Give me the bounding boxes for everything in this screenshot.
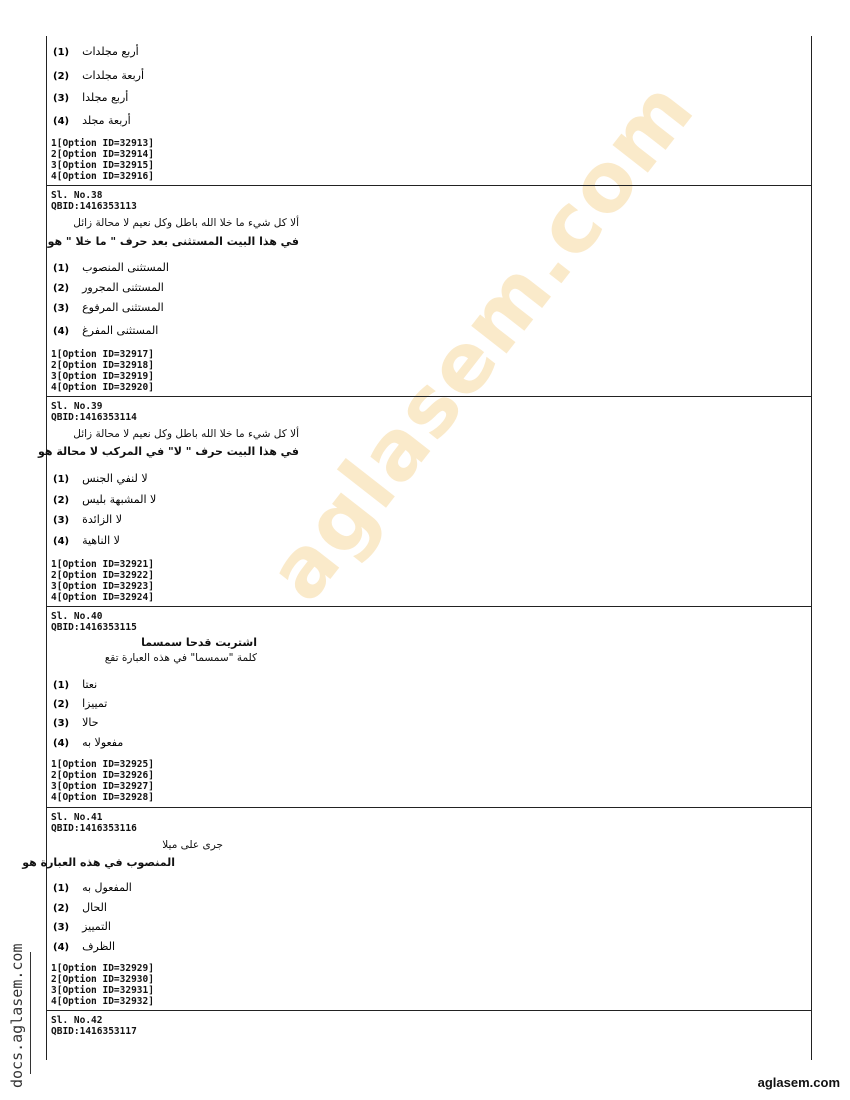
question-bank-id: QBID:1416353117 (51, 1026, 137, 1037)
option-4 (53, 731, 124, 749)
option-number: (1) (53, 263, 70, 274)
option-id: 4[Option ID=32920] (51, 382, 154, 393)
option-text: التمييز (82, 920, 111, 933)
question-block (47, 185, 811, 397)
question-line-1: اشتريت قدحا سمسما (141, 636, 257, 649)
serial-number: Sl. No.39 (51, 401, 103, 412)
watermark: aglasem.com (250, 62, 714, 619)
option-id-list (51, 759, 154, 803)
serial-number: Sl. No.38 (51, 190, 103, 201)
question-line-2: المنصوب في هذه العبارة هو (22, 856, 175, 869)
option-1 (53, 467, 148, 485)
option-text: المستثنى المنصوب (82, 261, 169, 274)
question-paper-frame (22, 36, 812, 1060)
option-number: (3) (53, 93, 70, 104)
option-id-list (51, 963, 154, 1007)
option-number: (4) (53, 326, 70, 337)
option-number: (1) (53, 680, 70, 691)
option-2 (53, 276, 164, 294)
option-text: حالا (82, 716, 99, 729)
question-block (47, 606, 811, 808)
option-id: 4[Option ID=32924] (51, 592, 154, 603)
option-id: 2[Option ID=32926] (51, 770, 154, 781)
option-number: (3) (53, 515, 70, 526)
question-bank-id: QBID:1416353113 (51, 201, 137, 212)
option-text: لا المشبهة بليس (82, 493, 157, 506)
option-text: لا الزائدة (82, 513, 122, 526)
option-2 (53, 488, 157, 506)
question-bank-id: QBID:1416353115 (51, 622, 137, 633)
option-id: 3[Option ID=32923] (51, 581, 154, 592)
option-3 (53, 86, 129, 104)
option-2 (53, 64, 145, 82)
option-number: (4) (53, 738, 70, 749)
option-text: المفعول به (82, 881, 132, 894)
option-id: 3[Option ID=32927] (51, 781, 154, 792)
option-1 (53, 256, 169, 274)
side-divider (30, 952, 31, 1074)
option-text: المستثنى المجرور (82, 281, 164, 294)
option-3 (53, 296, 164, 314)
option-1 (53, 673, 98, 691)
option-text: أربع مجلدا (82, 91, 129, 104)
question-line-1: جرى على ميلا (162, 839, 223, 851)
question-bank-id: QBID:1416353116 (51, 823, 137, 834)
option-text: لا لنفي الجنس (82, 472, 148, 485)
option-id: 4[Option ID=32928] (51, 792, 154, 803)
option-id: 3[Option ID=32915] (51, 160, 154, 171)
option-id: 1[Option ID=32925] (51, 759, 154, 770)
serial-number: Sl. No.42 (51, 1015, 103, 1026)
question-line-2: في هذا البيت حرف " لا" في المركب لا محالة هو (38, 445, 299, 458)
option-number: (4) (53, 942, 70, 953)
question-line-2: في هذا البيت المستثنى بعد حرف " ما خلا " هو (47, 235, 299, 248)
option-number: (3) (53, 718, 70, 729)
option-id-list (51, 559, 154, 603)
option-3 (53, 915, 111, 933)
option-4 (53, 109, 131, 127)
question-block-partial (47, 36, 811, 185)
option-4 (53, 529, 120, 547)
option-2 (53, 896, 107, 914)
option-1 (53, 876, 132, 894)
option-3 (53, 711, 99, 729)
option-id: 2[Option ID=32930] (51, 974, 154, 985)
option-text: أربعة مجلدات (82, 69, 145, 82)
question-line-2: كلمة "سمسما" في هذه العبارة تقع (104, 652, 257, 664)
option-4 (53, 935, 115, 953)
option-3 (53, 508, 122, 526)
option-1 (53, 40, 139, 58)
option-text: الحال (82, 901, 107, 914)
option-id: 3[Option ID=32919] (51, 371, 154, 382)
question-line-1: ألا كل شيء ما خلا الله باطل وكل نعيم لا محالة زائل (73, 428, 299, 440)
option-number: (2) (53, 71, 70, 82)
option-text: الظرف (82, 940, 115, 953)
option-id: 4[Option ID=32916] (51, 171, 154, 182)
option-number: (4) (53, 116, 70, 127)
option-id: 4[Option ID=32932] (51, 996, 154, 1007)
serial-number: Sl. No.41 (51, 812, 103, 823)
side-url[interactable]: docs.aglasem.com (8, 943, 26, 1088)
option-id: 1[Option ID=32917] (51, 349, 154, 360)
question-block (38, 396, 811, 607)
option-text: لا الناهية (82, 534, 120, 547)
option-id-list (51, 138, 154, 182)
option-number: (2) (53, 903, 70, 914)
option-number: (1) (53, 474, 70, 485)
option-4 (53, 319, 159, 337)
option-number: (2) (53, 699, 70, 710)
option-number: (1) (53, 47, 70, 58)
option-text: أربع مجلدات (82, 45, 139, 58)
option-text: المستثنى المرفوع (82, 301, 164, 314)
brand-link[interactable]: aglasem.com (757, 1075, 840, 1090)
option-number: (2) (53, 495, 70, 506)
option-id: 1[Option ID=32929] (51, 963, 154, 974)
option-number: (3) (53, 922, 70, 933)
option-text: تمييزا (82, 697, 108, 710)
option-id: 2[Option ID=32922] (51, 570, 154, 581)
option-number: (1) (53, 883, 70, 894)
option-id: 2[Option ID=32914] (51, 149, 154, 160)
option-id: 1[Option ID=32921] (51, 559, 154, 570)
option-id: 1[Option ID=32913] (51, 138, 154, 149)
option-id: 3[Option ID=32931] (51, 985, 154, 996)
serial-number: Sl. No.40 (51, 611, 103, 622)
option-id: 2[Option ID=32918] (51, 360, 154, 371)
option-text: أربعة مجلد (82, 114, 131, 127)
option-number: (2) (53, 283, 70, 294)
option-text: المستثنى المفرغ (82, 324, 159, 337)
option-2 (53, 692, 108, 710)
question-block (22, 807, 811, 1011)
question-bank-id: QBID:1416353114 (51, 412, 137, 423)
option-text: نعتا (82, 678, 98, 691)
option-number: (3) (53, 303, 70, 314)
option-number: (4) (53, 536, 70, 547)
question-line-1: ألا كل شيء ما خلا الله باطل وكل نعيم لا محالة زائل (73, 217, 299, 229)
option-id-list (51, 349, 154, 393)
option-text: مفعولا به (82, 736, 124, 749)
question-block (47, 1010, 811, 1061)
